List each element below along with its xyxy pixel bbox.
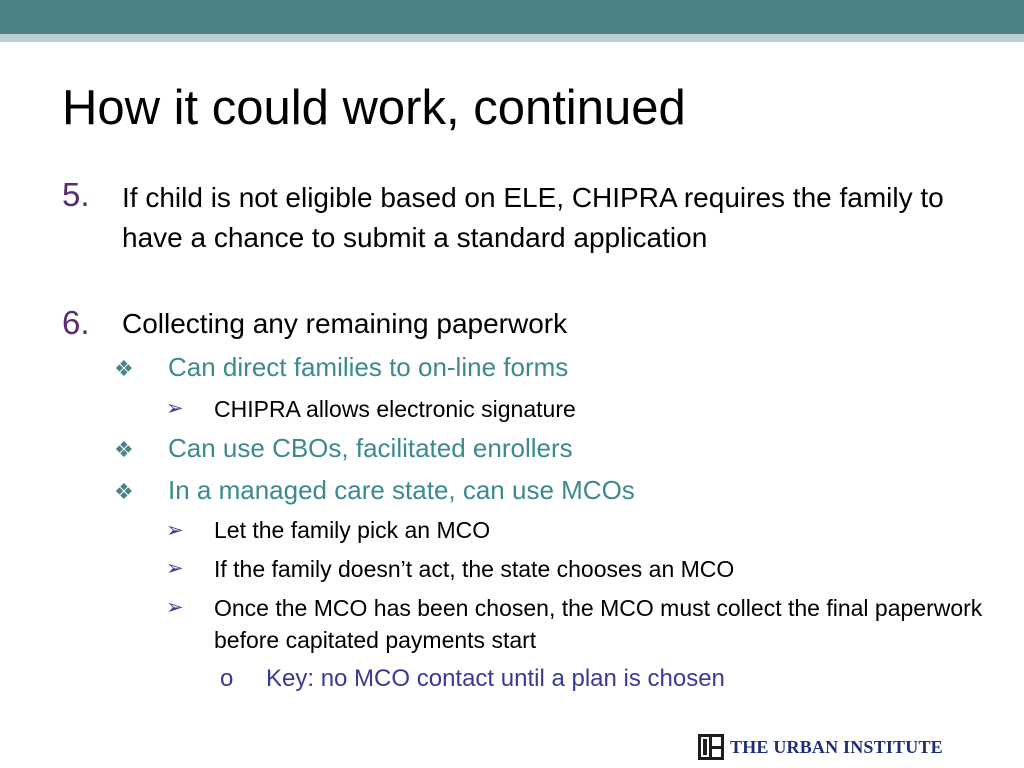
arrow-bullet-icon: ➢ bbox=[166, 397, 184, 420]
arrow-bullet-icon: ➢ bbox=[166, 596, 184, 619]
subitem-state-chooses: If the family doesn’t act, the state chooses an MCO bbox=[214, 556, 735, 582]
circle-bullet-icon: o bbox=[220, 665, 234, 692]
diamond-bullet-icon: ❖ bbox=[114, 479, 134, 504]
subitem-cbos: Can use CBOs, facilitated enrollers bbox=[168, 433, 573, 463]
item-6-text: Collecting any remaining paperwork bbox=[122, 308, 568, 339]
urban-institute-logo bbox=[698, 733, 943, 761]
item-number-5: 5. bbox=[62, 176, 90, 213]
subitem-mco-collects: Once the MCO has been chosen, the MCO must collect the final paperwork before capitated payments start bbox=[214, 595, 983, 653]
item-number-6: 6. bbox=[62, 304, 90, 341]
subitem-electronic-signature: CHIPRA allows electronic signature bbox=[214, 396, 576, 422]
subitem-online-forms: Can direct families to on-line forms bbox=[168, 352, 569, 382]
header-bar bbox=[0, 0, 1024, 34]
subitem-key-note: Key: no MCO contact until a plan is chosen bbox=[266, 665, 725, 692]
slide-title: How it could work, continued bbox=[62, 81, 686, 135]
header-stripe bbox=[0, 34, 1024, 42]
subitem-mcos: In a managed care state, can use MCOs bbox=[168, 475, 635, 505]
diamond-bullet-icon: ❖ bbox=[114, 356, 134, 381]
diamond-bullet-icon: ❖ bbox=[114, 437, 134, 462]
urban-institute-logo-icon bbox=[698, 734, 724, 760]
subitem-pick-mco: Let the family pick an MCO bbox=[214, 517, 491, 543]
arrow-bullet-icon: ➢ bbox=[166, 519, 184, 542]
logo-text: THE URBAN INSTITUTE bbox=[730, 736, 943, 757]
arrow-bullet-icon: ➢ bbox=[166, 557, 184, 580]
item-5-text: If child is not eligible based on ELE, CHIPRA requires the family to have a chance to submit a standard application bbox=[122, 182, 944, 253]
